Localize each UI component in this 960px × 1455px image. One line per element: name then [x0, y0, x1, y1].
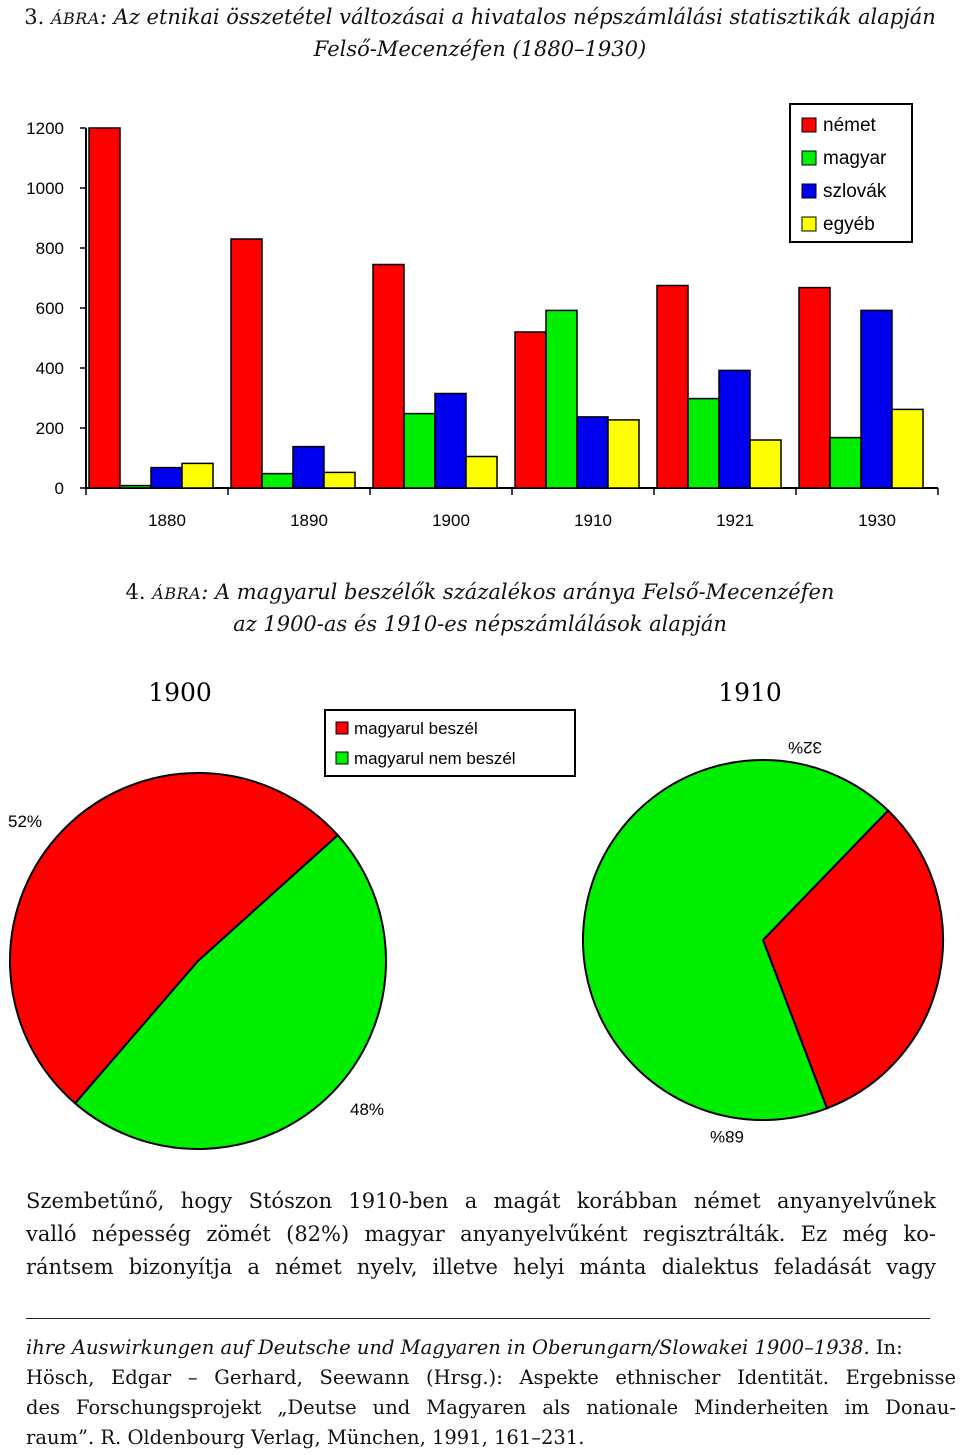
body-paragraph-line2: valló népesség zömét (82%) magyar anyanyelvűként regisztrálták. Ez még ko-	[26, 1222, 936, 1246]
footnote-line3: des Forschungsprojekt „Deutse und Magyaren als nationale Minderheiten im Donau-	[26, 1396, 956, 1419]
y-tick-label: 800	[35, 239, 64, 258]
bar-chart-legend	[790, 104, 912, 242]
x-tick-label: 1880	[148, 511, 186, 530]
figure-4-label: ÁBRA	[152, 584, 202, 603]
bar-1880-3	[182, 463, 213, 488]
y-tick-label: 0	[54, 479, 64, 498]
legend-label: német	[823, 115, 876, 136]
bar-1890-3	[324, 472, 355, 488]
pie-1910-label-32: 32%	[787, 738, 823, 757]
x-tick-label: 1910	[574, 511, 612, 530]
bar-1890-1	[262, 474, 293, 488]
bar-1900-2	[435, 394, 466, 489]
figure-3-title-line1: Az etnikai összetétel változásai a hivatalos népszámlálási statisztikák alapján	[113, 5, 936, 29]
legend-label: egyéb	[823, 214, 875, 235]
bar-1900-0	[373, 265, 404, 489]
bar-1890-0	[231, 239, 262, 488]
legend-label: magyar	[823, 148, 887, 169]
bar-1921-3	[750, 440, 781, 488]
footnote	[26, 1333, 956, 1453]
pie-1900-label-48: 48%	[350, 1100, 385, 1119]
bar-1890-2	[293, 447, 324, 488]
legend-swatch	[802, 118, 816, 132]
pie-legend-label-speaks: magyarul beszél	[354, 719, 478, 738]
pie-legend	[325, 710, 575, 776]
x-tick-label: 1900	[432, 511, 470, 530]
body-paragraph-line1: Szembetűnő, hogy Stószon 1910-ben a magát korábban német anyanyelvűnek	[26, 1189, 936, 1213]
bar-1921-0	[657, 286, 688, 489]
legend-swatch	[802, 184, 816, 198]
pie-legend-swatch-speaks	[336, 722, 348, 734]
pie-1910-title: 1910	[718, 678, 782, 707]
footnote-line2: Hösch, Edgar – Gerhard, Seewann (Hrsg.): Aspekte ethnischer Identität. Ergebnisse	[26, 1366, 956, 1389]
x-tick-label: 1890	[290, 511, 328, 530]
bar-1880-0	[89, 128, 120, 488]
pie-1910-label-68: 68%	[709, 1127, 745, 1146]
bar-1921-2	[719, 370, 750, 488]
bar-1900-1	[404, 414, 435, 488]
bar-1921-1	[688, 399, 719, 488]
ethnic-composition-bar-chart	[0, 0, 960, 560]
y-tick-label: 1000	[26, 179, 64, 198]
bar-1910-1	[546, 310, 577, 488]
footnote-divider	[26, 1318, 930, 1319]
y-tick-label: 200	[35, 419, 64, 438]
y-tick-label: 600	[35, 299, 64, 318]
x-tick-label: 1921	[716, 511, 754, 530]
pie-1900	[10, 773, 386, 1149]
bar-1930-3	[892, 409, 923, 488]
y-tick-label: 1200	[26, 119, 64, 138]
legend-swatch	[802, 151, 816, 165]
bar-1930-2	[861, 310, 892, 488]
pie-1900-label-52: 52%	[8, 812, 43, 831]
hungarian-speakers-pie-charts	[0, 665, 960, 1185]
y-tick-label: 400	[35, 359, 64, 378]
x-tick-label: 1930	[858, 511, 896, 530]
bar-1930-0	[799, 288, 830, 488]
pie-1910	[583, 760, 943, 1120]
legend-label: szlovák	[823, 181, 887, 202]
bar-1910-3	[608, 420, 639, 488]
pie-1900-title: 1900	[148, 678, 212, 707]
bar-1900-3	[466, 457, 497, 489]
body-paragraph-line3: rántsem bizonyítja a német nyelv, illetve helyi mánta dialektus feladását vagy	[26, 1255, 936, 1279]
bar-1930-1	[830, 438, 861, 488]
bar-1880-2	[151, 468, 182, 488]
bar-1880-1	[120, 486, 151, 488]
figure-3-number: 3.	[24, 5, 45, 29]
bar-1910-0	[515, 332, 546, 488]
bar-1910-2	[577, 417, 608, 488]
figure-3-title-line2: Felső-Mecenzéfen (1880–1930)	[313, 37, 647, 61]
footnote-line1	[26, 1333, 956, 1363]
pie-legend-label-not-speaks: magyarul nem beszél	[354, 749, 516, 768]
footnote-line1-rest: In:	[869, 1336, 903, 1359]
footnote-title: ihre Auswirkungen auf Deutsche und Magyaren in Oberungarn/Slowakei 1900–1938.	[26, 1336, 870, 1359]
legend-swatch	[802, 217, 816, 231]
figure-4-number: 4.	[125, 580, 146, 604]
pie-legend-swatch-not-speaks	[336, 752, 348, 764]
footnote-line4: raum”. R. Oldenbourg Verlag, München, 1991, 161–231.	[26, 1426, 585, 1449]
figure-4-title-line2: az 1900-as és 1910-es népszámlálások alapján	[233, 612, 727, 636]
figure-3-label: ÁBRA	[50, 9, 100, 28]
figure-4-title-line1: A magyarul beszélők százalékos aránya Felső-Mecenzéfen	[214, 580, 835, 604]
figure-4-caption-line1: 4. ÁBRA: A magyarul beszélők százalékos aránya Felső-Mecenzéfen	[125, 580, 835, 604]
figure-4-caption	[0, 577, 960, 640]
figure-3-caption-line1: 3. ÁBRA: Az etnikai összetétel változásai a hivatalos népszámlálási statisztikák alapján	[24, 5, 936, 29]
